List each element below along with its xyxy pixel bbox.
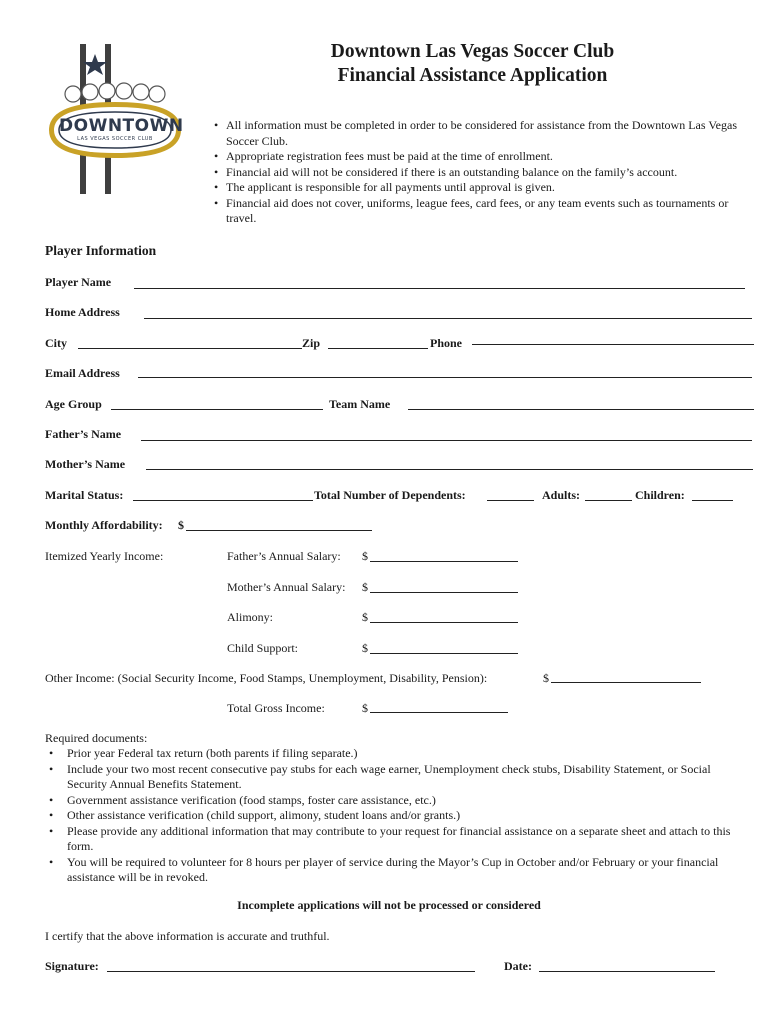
list-item: • Government assistance verification (food stamps, foster care assistance, etc.) bbox=[45, 793, 745, 809]
page-title bbox=[230, 40, 715, 88]
team-name-label: Team Name bbox=[329, 397, 391, 411]
phone-field[interactable] bbox=[472, 344, 754, 345]
father-salary-label: Father’s Annual Salary: bbox=[227, 549, 341, 563]
marital-status-field[interactable] bbox=[133, 500, 313, 501]
certify-text: I certify that the above information is accurate and truthful. bbox=[45, 929, 330, 943]
total-gross-dollar: $ bbox=[362, 701, 368, 715]
dependents-label: Total Number of Dependents: bbox=[314, 488, 466, 502]
list-item: • Financial aid does not cover, uniforms, league fees, card fees, or any team events such as tournaments or travel. bbox=[214, 196, 744, 227]
monthly-affordability-field[interactable] bbox=[186, 530, 372, 531]
list-item: • Appropriate registration fees must be paid at the time of enrollment. bbox=[214, 149, 744, 165]
age-group-field[interactable] bbox=[111, 409, 323, 410]
alimony-dollar: $ bbox=[362, 610, 368, 624]
other-income-field[interactable] bbox=[551, 682, 701, 683]
alimony-field[interactable] bbox=[370, 622, 518, 623]
monthly-affordability-label: Monthly Affordability: bbox=[45, 518, 163, 532]
list-item: • You will be required to volunteer for 8 hours per player of service during the Mayor’s Cup in October and/or February or your financial assistance will be in revoked. bbox=[45, 855, 745, 886]
zip-field[interactable] bbox=[328, 348, 428, 349]
email-label: Email Address bbox=[45, 366, 120, 380]
list-item: • Other assistance verification (child support, alimony, student loans and/or grants.) bbox=[45, 808, 745, 824]
mother-salary-dollar: $ bbox=[362, 580, 368, 594]
child-support-dollar: $ bbox=[362, 641, 368, 655]
email-field[interactable] bbox=[138, 377, 752, 378]
monthly-affordability-dollar: $ bbox=[178, 518, 184, 532]
city-label: City bbox=[45, 336, 67, 350]
father-salary-field[interactable] bbox=[370, 561, 518, 562]
required-docs-heading: Required documents: bbox=[45, 731, 148, 745]
player-info-heading: Player Information bbox=[45, 243, 157, 258]
date-label: Date: bbox=[504, 959, 532, 973]
list-item: • Financial aid will not be considered if there is an outstanding balance on the family’s account. bbox=[214, 165, 744, 181]
title-line-1: Downtown Las Vegas Soccer Club bbox=[330, 41, 615, 62]
date-field[interactable] bbox=[539, 971, 715, 972]
children-label: Children: bbox=[635, 488, 685, 502]
itemized-income-label: Itemized Yearly Income: bbox=[45, 549, 164, 563]
age-group-label: Age Group bbox=[45, 397, 102, 411]
list-item: • Prior year Federal tax return (both parents if filing separate.) bbox=[45, 746, 745, 762]
marital-status-label: Marital Status: bbox=[45, 488, 124, 502]
dependents-field[interactable] bbox=[487, 500, 534, 501]
player-name-label: Player Name bbox=[45, 275, 112, 289]
logo-sign-text: DOWNTOWN bbox=[59, 116, 184, 136]
list-item: • The applicant is responsible for all payments until approval is given. bbox=[214, 180, 744, 196]
other-income-dollar: $ bbox=[543, 671, 549, 685]
list-item: • All information must be completed in order to be considered for assistance from the Downtown Las Vegas Soccer Club. bbox=[214, 118, 744, 149]
city-field[interactable] bbox=[78, 348, 302, 349]
father-name-label: Father’s Name bbox=[45, 427, 122, 441]
alimony-label: Alimony: bbox=[227, 610, 274, 624]
club-logo bbox=[45, 40, 185, 200]
logo-sign-subtext: LAS VEGAS SOCCER CLUB bbox=[77, 136, 153, 142]
child-support-field[interactable] bbox=[370, 653, 518, 654]
other-income-label: Other Income: (Social Security Income, Food Stamps, Unemployment, Disability, Pension): bbox=[45, 671, 488, 685]
adults-label: Adults: bbox=[542, 488, 581, 502]
total-gross-field[interactable] bbox=[370, 712, 508, 713]
children-field[interactable] bbox=[692, 500, 733, 501]
incomplete-notice: Incomplete applications will not be processed or considered bbox=[237, 898, 541, 912]
intro-bullet-list bbox=[214, 118, 744, 227]
title-line-2: Financial Assistance Application bbox=[337, 65, 608, 86]
signature-field[interactable] bbox=[107, 971, 475, 972]
adults-field[interactable] bbox=[585, 500, 632, 501]
list-item: • Please provide any additional information that may contribute to your request for financial assistance on a separate sheet and attach to this form. bbox=[45, 824, 745, 855]
mother-name-field[interactable] bbox=[146, 469, 753, 470]
mother-salary-field[interactable] bbox=[370, 592, 518, 593]
mother-salary-label: Mother’s Annual Salary: bbox=[227, 580, 346, 594]
zip-label: Zip bbox=[302, 336, 321, 350]
mother-name-label: Mother’s Name bbox=[45, 457, 126, 471]
home-address-label: Home Address bbox=[45, 305, 120, 319]
total-gross-label: Total Gross Income: bbox=[227, 701, 325, 715]
child-support-label: Child Support: bbox=[227, 641, 299, 655]
required-docs-list bbox=[45, 746, 745, 886]
home-address-field[interactable] bbox=[144, 318, 752, 319]
father-salary-dollar: $ bbox=[362, 549, 368, 563]
father-name-field[interactable] bbox=[141, 440, 752, 441]
team-name-field[interactable] bbox=[408, 409, 754, 410]
phone-label: Phone bbox=[430, 336, 463, 350]
signature-label: Signature: bbox=[45, 959, 99, 973]
list-item: • Include your two most recent consecutive pay stubs for each wage earner, Unemployment check stubs, Disability Statement, or Social Security Annual Benefits Statement. bbox=[45, 762, 745, 793]
player-name-field[interactable] bbox=[134, 288, 745, 289]
